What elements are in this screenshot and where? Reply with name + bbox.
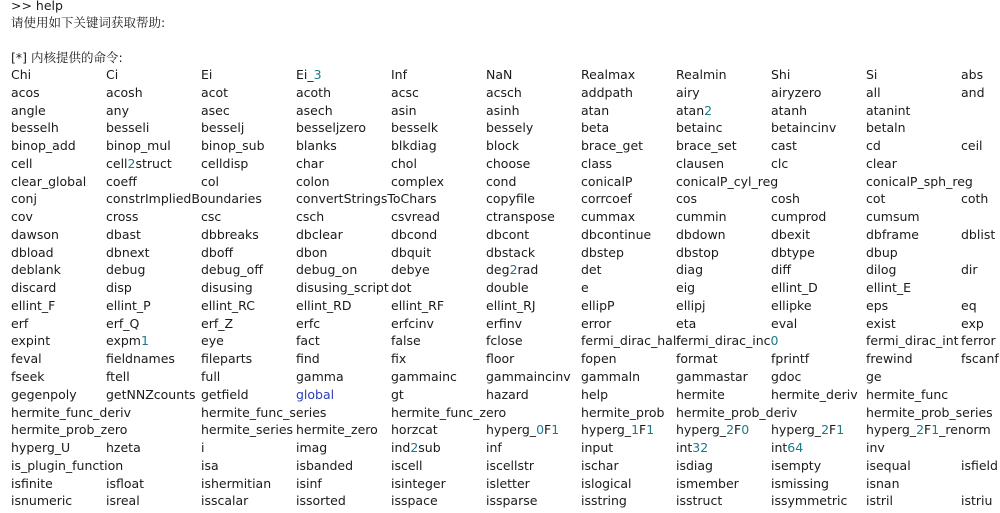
command-item: fseek <box>11 369 45 385</box>
command-item: isnan <box>866 475 900 491</box>
command-item: asin <box>391 102 417 118</box>
command-item: expm1 <box>106 333 149 349</box>
command-item: gegenpoly <box>11 386 77 402</box>
command-item: deblank <box>11 262 61 278</box>
command-item: deg2rad <box>486 262 539 278</box>
command-item: hzeta <box>106 440 141 456</box>
command-item: asech <box>296 102 333 118</box>
command-item: ellipP <box>581 297 615 313</box>
command-item: i <box>201 440 205 456</box>
command-item: brace_set <box>676 138 737 154</box>
command-item: isletter <box>486 475 530 491</box>
command-item: besseli <box>106 120 150 136</box>
command-item: isinf <box>296 475 322 491</box>
command-item: coeff <box>106 173 137 189</box>
command-item: binop_add <box>11 138 76 154</box>
command-item: cond <box>486 173 517 189</box>
command-item: dbstop <box>676 244 719 260</box>
command-item: Ci <box>106 67 119 82</box>
command-item: celldisp <box>201 155 249 171</box>
command-item: cumprod <box>771 209 827 225</box>
command-item: asec <box>201 102 230 118</box>
command-row <box>11 421 1000 439</box>
command-item: isdiag <box>676 457 713 473</box>
command-item: cot <box>866 191 886 207</box>
command-item: cross <box>106 209 139 225</box>
kernel-commands-heading: [*] 内核提供的命令: <box>11 50 123 65</box>
command-item: hermite_func_series <box>201 404 327 420</box>
command-item: airyzero <box>771 84 822 100</box>
command-item: dbload <box>11 244 54 260</box>
command-item: gdoc <box>771 369 802 385</box>
command-item: hermite_prob_series <box>866 404 993 420</box>
command-item: isstruct <box>676 493 723 509</box>
command-item: hyperg_2F1_renorm <box>866 422 991 438</box>
command-item: acoth <box>296 84 332 100</box>
command-item: copyfile <box>486 191 535 207</box>
command-item: isempty <box>771 457 822 473</box>
command-item: Ei <box>201 67 213 82</box>
command-item: conj <box>11 191 37 207</box>
command-item: ellint_RF <box>391 297 445 313</box>
command-item: erf_Z <box>201 315 234 331</box>
command-item: dbast <box>106 226 141 242</box>
command-item: ishermitian <box>201 475 272 491</box>
command-item: debye <box>391 262 430 278</box>
command-item: besseljzero <box>296 120 367 136</box>
command-item: acos <box>11 84 40 100</box>
command-item: isscalar <box>201 493 249 509</box>
command-row <box>11 404 1000 422</box>
command-item: int32 <box>676 440 709 456</box>
command-item: gammaincinv <box>486 369 571 385</box>
command-item: Ei_3 <box>296 67 322 82</box>
command-item: disusing_script <box>296 280 389 296</box>
command-item: acsch <box>486 84 522 100</box>
command-item: blanks <box>296 138 337 154</box>
command-item: eig <box>676 280 696 296</box>
command-item: gammastar <box>676 369 748 385</box>
command-item: e <box>581 280 589 296</box>
command-item: dbtype <box>771 244 815 260</box>
command-item: eye <box>201 333 224 349</box>
command-row <box>11 315 1000 333</box>
command-item: ferror <box>961 333 996 349</box>
command-item: inv <box>866 440 885 456</box>
command-row <box>11 261 1000 279</box>
command-item: fact <box>296 333 320 349</box>
command-item: besselk <box>391 120 439 136</box>
command-item: dbframe <box>866 226 919 242</box>
command-item: cell <box>11 155 33 171</box>
command-item: airy <box>676 84 700 100</box>
command-row <box>11 279 1000 297</box>
command-item: cummax <box>581 209 636 225</box>
command-item: dboff <box>201 244 234 260</box>
command-item: atanint <box>866 102 911 118</box>
command-row <box>11 368 1000 386</box>
command-item: cos <box>676 191 698 207</box>
command-item: dbon <box>296 244 328 260</box>
command-item: dir <box>961 262 978 278</box>
command-item: cast <box>771 138 797 154</box>
command-item: hyperg_0F1 <box>486 422 560 438</box>
command-item: asinh <box>486 102 520 118</box>
command-item: atanh <box>771 102 808 118</box>
command-item: csc <box>201 209 222 225</box>
command-item: dbdown <box>676 226 726 242</box>
command-item: isequal <box>866 457 911 473</box>
command-item: betaln <box>866 120 906 136</box>
command-item: cov <box>11 209 33 225</box>
command-row <box>11 457 1000 475</box>
help-intro-text: 请使用如下关键词获取帮助: <box>11 15 166 30</box>
command-item: ctranspose <box>486 209 555 225</box>
command-item: frewind <box>866 351 913 367</box>
command-item: issymmetric <box>771 493 848 509</box>
command-row <box>11 84 1000 102</box>
command-item: clear_global <box>11 173 87 189</box>
command-row <box>11 244 1000 262</box>
command-item: inf <box>486 440 502 456</box>
command-item: ind2sub <box>391 440 441 456</box>
command-item: gt <box>391 386 404 402</box>
command-item: isfield <box>961 457 998 473</box>
command-item: ellint_F <box>11 297 56 313</box>
command-row <box>11 137 1000 155</box>
command-item: double <box>486 280 529 296</box>
command-row <box>11 190 1000 208</box>
command-item: ellint_RJ <box>486 297 536 313</box>
command-item: dawson <box>11 226 59 242</box>
command-item: acot <box>201 84 229 100</box>
command-item: dbstep <box>581 244 624 260</box>
command-item: fprintf <box>771 351 810 367</box>
command-item: erf_Q <box>106 315 140 331</box>
command-item: ellipke <box>771 297 812 313</box>
command-item: format <box>676 351 718 367</box>
command-item: issparse <box>486 493 538 509</box>
command-item: class <box>581 155 613 171</box>
command-item: binop_sub <box>201 138 265 154</box>
command-item: gamma <box>296 369 344 385</box>
command-item: atan <box>581 102 610 118</box>
command-item: hyperg_1F1 <box>581 422 655 438</box>
prompt-line: >> help <box>11 0 63 13</box>
command-item: false <box>391 333 421 349</box>
command-item: ceil <box>961 138 983 154</box>
command-item: imag <box>296 440 328 456</box>
command-item: cd <box>866 138 881 154</box>
command-item: abs <box>961 67 984 82</box>
command-item: help <box>581 386 609 402</box>
command-item: dbquit <box>391 244 432 260</box>
command-item: hyperg_2F1 <box>771 422 845 438</box>
command-item: and <box>961 84 985 100</box>
command-item: addpath <box>581 84 633 100</box>
command-item: ellint_RC <box>201 297 255 313</box>
command-item: erfc <box>296 315 321 331</box>
command-item: convertStringsToChars <box>296 191 437 207</box>
command-item: exist <box>866 315 896 331</box>
command-item: isspace <box>391 493 438 509</box>
command-item: eps <box>866 297 889 313</box>
command-item: issorted <box>296 493 346 509</box>
command-row <box>11 208 1000 226</box>
command-item: dbup <box>866 244 898 260</box>
command-item: hazard <box>486 386 529 402</box>
command-item: istril <box>866 493 893 509</box>
command-item: ge <box>866 369 882 385</box>
command-item: NaN <box>486 67 513 82</box>
command-item: atan2 <box>676 102 713 118</box>
command-item: isbanded <box>296 457 354 473</box>
command-item: conicalP <box>581 173 633 189</box>
command-item: diag <box>676 262 704 278</box>
command-item: blkdiag <box>391 138 437 154</box>
command-item: fopen <box>581 351 617 367</box>
command-item: getfield <box>201 386 249 402</box>
command-item: colon <box>296 173 330 189</box>
command-item: chol <box>391 155 417 171</box>
command-item: eta <box>676 315 697 331</box>
command-item: erfcinv <box>391 315 434 331</box>
command-item: ftell <box>106 369 130 385</box>
command-item: conicalP_cyl_reg <box>676 173 779 189</box>
command-row <box>11 173 1000 191</box>
command-item: fscanf <box>961 351 999 367</box>
command-row <box>11 350 1000 368</box>
command-item: disp <box>106 280 132 296</box>
command-item: besselj <box>201 120 245 136</box>
command-row <box>11 332 1000 350</box>
command-item: det <box>581 262 602 278</box>
command-item: gammaln <box>581 369 641 385</box>
command-item: isinteger <box>391 475 446 491</box>
command-item: fix <box>391 351 407 367</box>
command-item: dbstack <box>486 244 536 260</box>
command-item: Realmax <box>581 67 636 82</box>
command-item: any <box>106 102 129 118</box>
command-item: csvread <box>391 209 440 225</box>
command-item: fieldnames <box>106 351 175 367</box>
command-item: erfinv <box>486 315 523 331</box>
command-item: debug_off <box>201 262 263 278</box>
command-item: getNNZcounts <box>106 386 196 402</box>
command-item: complex <box>391 173 444 189</box>
command-item: acsc <box>391 84 419 100</box>
command-item: binop_mul <box>106 138 171 154</box>
command-item: iscell <box>391 457 423 473</box>
command-item: hermite_func_deriv <box>11 404 132 420</box>
command-item: istriu <box>961 493 993 509</box>
command-row <box>11 297 1000 315</box>
command-item: eq <box>961 297 977 313</box>
command-item: fermi_dirac_inc0 <box>676 333 779 349</box>
command-item: hermite <box>676 386 725 402</box>
command-row <box>11 386 1000 404</box>
command-row <box>11 66 1000 84</box>
command-item: int64 <box>771 440 804 456</box>
command-item: debug <box>106 262 146 278</box>
command-item: is_plugin_function <box>11 457 124 473</box>
command-item: discard <box>11 280 57 296</box>
command-item: dbcont <box>486 226 530 242</box>
command-row <box>11 102 1000 120</box>
command-item: horzcat <box>391 422 438 438</box>
command-item: block <box>486 138 520 154</box>
command-item: ellipj <box>676 297 706 313</box>
command-item: fermi_dirac_half <box>581 333 681 349</box>
command-item: Chi <box>11 67 32 82</box>
command-item: besselh <box>11 120 59 136</box>
command-item: hermite_func <box>866 386 949 402</box>
command-item: beta <box>581 120 610 136</box>
command-item: ellint_P <box>106 297 151 313</box>
command-item: floor <box>486 351 515 367</box>
command-item: Si <box>866 67 878 82</box>
command-item: dblist <box>961 226 996 242</box>
command-item: disusing <box>201 280 253 296</box>
command-list <box>11 66 1000 510</box>
command-item: find <box>296 351 320 367</box>
command-item: eval <box>771 315 798 331</box>
command-item: debug_on <box>296 262 358 278</box>
command-item: global <box>296 386 335 402</box>
command-item: hermite_prob <box>581 404 665 420</box>
command-item: iscellstr <box>486 457 535 473</box>
command-item: char <box>296 155 324 171</box>
command-item: hermite_deriv <box>771 386 858 402</box>
command-item: dbexit <box>771 226 811 242</box>
command-item: dot <box>391 280 412 296</box>
command-item: Inf <box>391 67 408 82</box>
command-item: cosh <box>771 191 800 207</box>
command-item: dbcond <box>391 226 438 242</box>
command-item: isreal <box>106 493 140 509</box>
command-item: expint <box>11 333 51 349</box>
command-item: dbclear <box>296 226 343 242</box>
command-item: ellint_D <box>771 280 818 296</box>
command-item: betainc <box>676 120 723 136</box>
command-item: feval <box>11 351 42 367</box>
command-item: hermite_zero <box>296 422 378 438</box>
command-item: angle <box>11 102 46 118</box>
command-item: dbcontinue <box>581 226 652 242</box>
command-item: betaincinv <box>771 120 837 136</box>
command-row <box>11 492 1000 510</box>
command-item: cummin <box>676 209 727 225</box>
command-item: choose <box>486 155 531 171</box>
command-item: erf <box>11 315 29 331</box>
command-item: islogical <box>581 475 632 491</box>
command-item: dbnext <box>106 244 150 260</box>
command-item: isfloat <box>106 475 145 491</box>
command-item: input <box>581 440 614 456</box>
command-item: ellint_RD <box>296 297 352 313</box>
command-item: exp <box>961 315 984 331</box>
command-item: ischar <box>581 457 619 473</box>
command-item: isfinite <box>11 475 53 491</box>
command-item: Realmin <box>676 67 727 82</box>
command-item: full <box>201 369 221 385</box>
command-item: hermite_series <box>201 422 294 438</box>
command-item: diff <box>771 262 792 278</box>
command-row <box>11 475 1000 493</box>
command-item: clc <box>771 155 789 171</box>
command-item: conicalP_sph_reg <box>866 173 973 189</box>
command-item: isa <box>201 457 219 473</box>
command-item: hermite_prob_zero <box>11 422 128 438</box>
command-item: hermite_func_zero <box>391 404 507 420</box>
command-row <box>11 439 1000 457</box>
command-item: all <box>866 84 881 100</box>
command-item: ellint_E <box>866 280 912 296</box>
command-item: Shi <box>771 67 791 82</box>
command-row <box>11 226 1000 244</box>
command-item: error <box>581 315 612 331</box>
command-item: col <box>201 173 219 189</box>
command-item: acosh <box>106 84 143 100</box>
command-item: clear <box>866 155 897 171</box>
command-item: dbbreaks <box>201 226 259 242</box>
command-item: fclose <box>486 333 523 349</box>
command-item: dilog <box>866 262 897 278</box>
command-item: hyperg_2F0 <box>676 422 750 438</box>
command-item: csch <box>296 209 325 225</box>
command-item: ismember <box>676 475 739 491</box>
command-item: fileparts <box>201 351 253 367</box>
command-item: corrcoef <box>581 191 632 207</box>
command-item: cell2struct <box>106 155 172 171</box>
command-item: brace_get <box>581 138 644 154</box>
command-item: hyperg_U <box>11 440 71 456</box>
command-item: coth <box>961 191 989 207</box>
command-item: hermite_prob_deriv <box>676 404 798 420</box>
command-row <box>11 119 1000 137</box>
command-item: constrImpliedBoundaries <box>106 191 262 207</box>
command-item: isstring <box>581 493 627 509</box>
command-row <box>11 155 1000 173</box>
command-item: gammainc <box>391 369 457 385</box>
command-item: ismissing <box>771 475 829 491</box>
command-item: isnumeric <box>11 493 73 509</box>
command-item: bessely <box>486 120 534 136</box>
command-item: cumsum <box>866 209 920 225</box>
command-item: clausen <box>676 155 725 171</box>
command-item: fermi_dirac_int <box>866 333 959 349</box>
